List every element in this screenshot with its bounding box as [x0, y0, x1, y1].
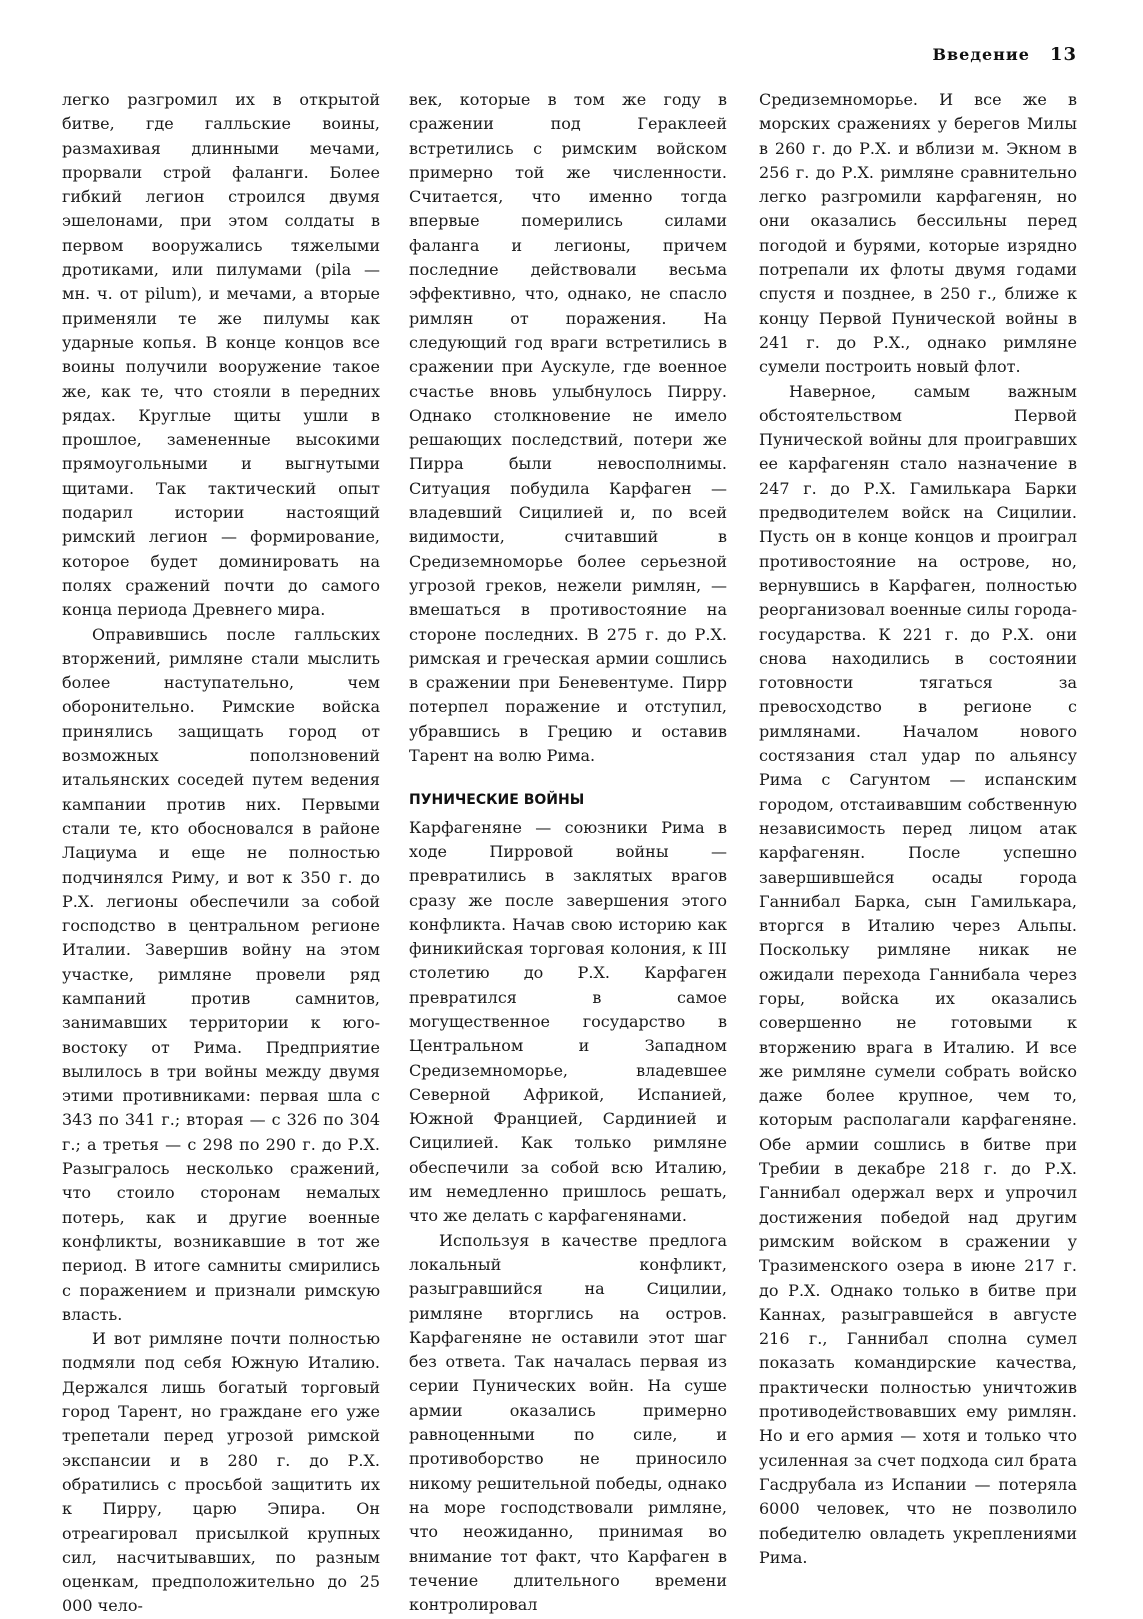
section-title: Введение — [932, 45, 1030, 64]
paragraph: легко разгромил их в открытой битве, где галльские воины, размахивая длинными мечами, прорвали строй фаланги. Более гибкий легион строился двумя эшелонами, при этом солдаты в первом вооружались тяжелыми дротиками, или пилумами (pila — мн. ч. от pilum), и мечами, а вторые применяли те же пилумы как ударные копья. В конце концов все воины получили вооружение такое же, как те, что стояли в передних рядах. Круглые щиты ушли в прошлое, замененные высокими прямоугольными и выгнутыми щитами. Так тактический опыт подарил истории настоящий римский легион — формирование, которое будет доминировать на полях сражений почти до самого конца периода Древнего мира. — [62, 90, 380, 620]
text-column-1 — [62, 88, 380, 1619]
paragraph: век, которые в том же году в сражении под Гераклеей встретились с римским войском примерно той же численности. Считается, что именно тогда впервые померились силами фаланга и легионы, причем последние действовали весьма эффективно, что, однако, не спасло римлян от поражения. На следующий год враги встретились в сражении при Аускуле, где военное счастье вновь улыбнулось Пирру. Однако столкновение не имело решающих последствий, потери же Пирра были невосполнимы. Ситуация побудила Карфаген — владевший Сицилией и, по всей видимости, считавший в Средиземноморье более серьезной угрозой греков, нежели римлян, — вмешаться в противостояние на стороне последних. В 275 г. до Р.Х. римская и греческая армии сошлись в сражении при Беневентуме. Пирр потерпел поражение и отступил, убравшись в Грецию и оставив Тарент на волю Рима. — [409, 90, 727, 766]
paragraph: Используя в качестве предлога локальный конфликт, разыгравшийся на Сицилии, римляне вторглись на остров. Карфагеняне не оставили этот шаг без ответа. Так началась первая из серии Пунических войн. На суше армии оказались примерно равноценными по силе, и противоборство не приносило никому решительной победы, однако на море господствовали римляне, что неожиданно, принимая во внимание тот факт, что Карфаген в течение длительного времени контролировал — [409, 1230, 727, 1615]
running-head — [933, 44, 1077, 65]
text-column-3 — [759, 88, 1077, 1570]
paragraph: Карфагеняне — союзники Рима в ходе Пирровой войны — превратились в заклятых врагов сразу же после завершения этого конфликта. Начав свою историю как финикийская торговая колония, к III столетию до Р.Х. Карфаген превратился в самое могущественное государство в Центральном и Западном Средиземноморье, владевшее Северной Африкой, Испанией, Южной Францией, Сардинией и Сицилией. Как только римляне обеспечили за собой всю Италию, им немедленно пришлось решать, что же делать с карфагенянами. — [409, 817, 727, 1226]
paragraph: Наверное, самым важным обстоятельством Первой Пунической войны для проигравших ее карфагенян стало назначение в 247 г. до Р.Х. Гамилькара Барки предводителем войск на Сицилии. Пусть он в конце концов и проиграл противостояние на острове, но, вернувшись в Карфаген, полностью реорганизовал военные силы города-государства. К 221 г. до Р.Х. они снова находились в состоянии готовности тягаться за превосходство в регионе с римлянами. Началом нового состязания стал удар по альянсу Рима с Сагунтом — испанским городом, отстаивавшим собственную независимость перед лицом атак карфагенян. После успешно завершившейся осады города Ганнибал Барка, сын Гамилькара, вторгся в Италию через Альпы. Поскольку римляне никак не ожидали перехода Ганнибала через горы, войска их оказались совершенно не готовыми к вторжению врага в Италию. И все же римляне сумели собрать войско даже более крупное, чем то, которым располагали карфагеняне. Обе армии сошлись в битве при Требии в декабре 218 г. до Р.Х. Ганнибал одержал верх и упрочил достижения победой над другим римским войском в сражении у Тразименского озера в июне 217 г. до Р.Х. Однако только в битве при Каннах, разыгравшейся в августе 216 г., Ганнибал сполна сумел показать командирские качества, практически полностью уничтожив противодействовавших ему римлян. Но и его армия — хотя и только что усиленная за счет подхода сил брата Гасдрубала из Испании — потеряла 6000 человек, что не позволило победителю овладеть укреплениями Рима. — [759, 381, 1078, 1567]
text-column-2 — [409, 88, 727, 1617]
paragraph: Средиземноморье. И все же в морских сражениях у берегов Милы в 260 г. до Р.Х. и вблизи м. Экном в 256 г. до Р.Х. римляне сравнительно легко разгромили карфагенян, но они оказались бессильны перед погодой и бурями, которые изрядно потрепали их флоты двумя годами спустя и позднее, в 250 г., ближе к концу Первой Пунической войны в 241 г. до Р.Х., однако римляне сумели построить новый флот. — [759, 90, 1077, 377]
section-heading: ПУНИЧЕСКИЕ ВОЙНЫ — [409, 792, 585, 809]
paragraph: И вот римляне почти полностью подмяли под себя Южную Италию. Держался лишь богатый торговый город Тарент, но граждане его уже трепетали перед угрозой римской экспансии и в 280 г. до Р.Х. обратились с просьбой защитить их к Пирру, царю Эпира. Он отреагировал присылкой крупных сил, насчитывавших, по разным оценкам, предположительно до 25 000 чело- — [62, 1329, 380, 1616]
page-number: 13 — [1049, 44, 1077, 65]
paragraph: Оправившись после галльских вторжений, римляне стали мыслить более наступательно, чем оборонительно. Римские войска принялись защищать город от возможных поползновений итальянских соседей путем ведения кампании против них. Первыми стали те, кто обосновался в районе Лациума и еще не полностью подчинялся Риму, и вот к 350 г. до Р.Х. легионы обеспечили за собой господство в центральном регионе Италии. Завершив войну на этом участке, римляне провели ряд кампаний против самнитов, занимавших территории к юго-востоку от Рима. Предприятие вылилось в три войны между двумя этими противниками: первая шла с 343 по 341 г.; вторая — с 326 по 304 г.; а третья — с 298 по 290 г. до Р.Х. Разыгралось несколько сражений, что стоило сторонам немалых потерь, как и другие военные конфликты, возникавшие в тот же период. В итоге самниты смирились с поражением и признали римскую власть. — [62, 624, 380, 1324]
